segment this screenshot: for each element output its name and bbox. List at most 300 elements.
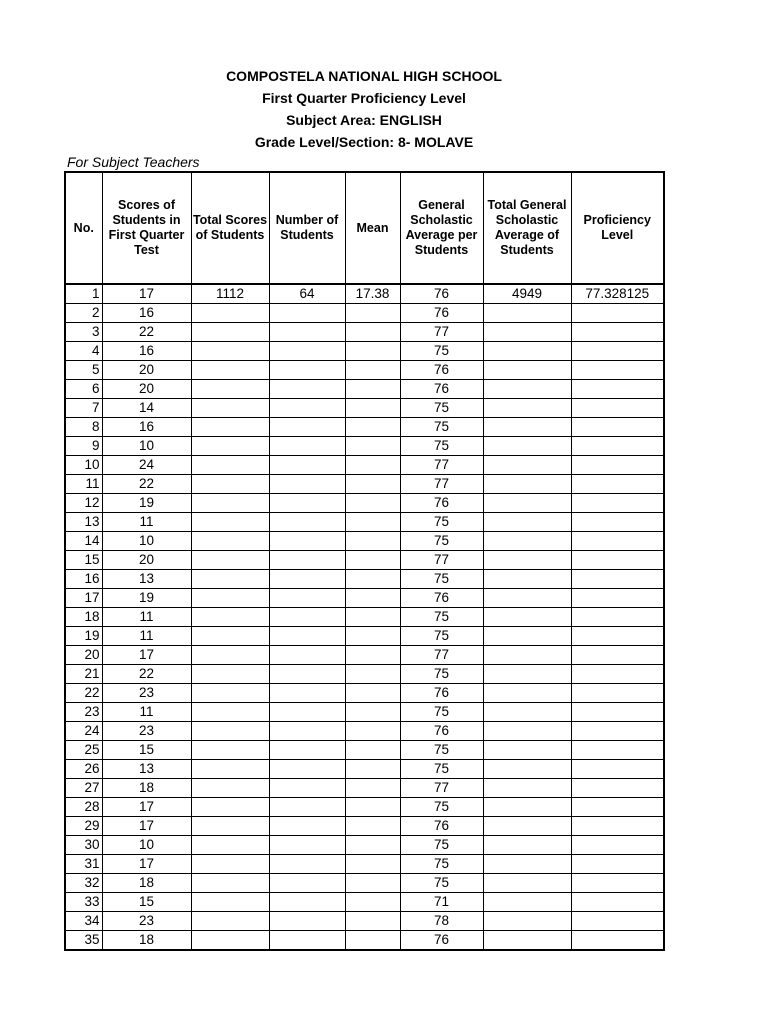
- cell-score: 22: [102, 323, 191, 342]
- cell-total-scores: [191, 532, 269, 551]
- cell-gsa: 75: [400, 608, 483, 627]
- cell-no: 9: [65, 437, 102, 456]
- cell-mean: [345, 494, 400, 513]
- cell-gsa: 75: [400, 627, 483, 646]
- cell-score: 13: [102, 570, 191, 589]
- cell-proficiency: [571, 475, 664, 494]
- cell-no: 16: [65, 570, 102, 589]
- grade-section: Grade Level/Section: 8- MOLAVE: [254, 134, 474, 150]
- cell-gsa: 76: [400, 589, 483, 608]
- cell-total-scores: [191, 608, 269, 627]
- cell-score: 22: [102, 665, 191, 684]
- cell-number-of-students: [269, 475, 345, 494]
- cell-gsa: 75: [400, 874, 483, 893]
- cell-total-scores: [191, 893, 269, 912]
- cell-total-gsa: [483, 893, 571, 912]
- table-row: [65, 817, 664, 836]
- table-row: [65, 399, 664, 418]
- cell-total-gsa: [483, 570, 571, 589]
- cell-no: 6: [65, 380, 102, 399]
- cell-score: 20: [102, 361, 191, 380]
- cell-total-gsa: 4949: [483, 284, 571, 304]
- cell-total-scores: [191, 494, 269, 513]
- cell-proficiency: [571, 494, 664, 513]
- cell-number-of-students: [269, 741, 345, 760]
- cell-mean: [345, 342, 400, 361]
- cell-number-of-students: [269, 380, 345, 399]
- cell-number-of-students: [269, 608, 345, 627]
- cell-number-of-students: [269, 855, 345, 874]
- cell-total-scores: [191, 836, 269, 855]
- cell-mean: [345, 779, 400, 798]
- school-name: COMPOSTELA NATIONAL HIGH SCHOOL: [226, 68, 502, 84]
- cell-mean: [345, 589, 400, 608]
- cell-gsa: 77: [400, 646, 483, 665]
- cell-total-scores: [191, 361, 269, 380]
- cell-number-of-students: [269, 589, 345, 608]
- cell-proficiency: [571, 342, 664, 361]
- cell-score: 17: [102, 817, 191, 836]
- cell-score: 10: [102, 437, 191, 456]
- cell-score: 11: [102, 608, 191, 627]
- cell-mean: [345, 304, 400, 323]
- cell-mean: [345, 399, 400, 418]
- cell-mean: [345, 893, 400, 912]
- table-row: [65, 532, 664, 551]
- cell-total-scores: [191, 513, 269, 532]
- cell-gsa: 75: [400, 570, 483, 589]
- cell-proficiency: [571, 570, 664, 589]
- cell-mean: [345, 855, 400, 874]
- cell-total-scores: [191, 570, 269, 589]
- cell-total-gsa: [483, 931, 571, 951]
- cell-score: 14: [102, 399, 191, 418]
- col-header-total-scores: Total Scores of Students: [191, 172, 269, 284]
- cell-score: 23: [102, 912, 191, 931]
- table-row: [65, 342, 664, 361]
- cell-proficiency: [571, 798, 664, 817]
- cell-mean: 17.38: [345, 284, 400, 304]
- cell-total-gsa: [483, 589, 571, 608]
- cell-number-of-students: [269, 361, 345, 380]
- cell-total-scores: [191, 741, 269, 760]
- cell-number-of-students: [269, 323, 345, 342]
- cell-gsa: 76: [400, 361, 483, 380]
- cell-score: 17: [102, 646, 191, 665]
- cell-total-scores: [191, 798, 269, 817]
- cell-number-of-students: [269, 874, 345, 893]
- cell-mean: [345, 380, 400, 399]
- cell-total-gsa: [483, 836, 571, 855]
- cell-gsa: 75: [400, 836, 483, 855]
- cell-no: 10: [65, 456, 102, 475]
- cell-no: 22: [65, 684, 102, 703]
- cell-proficiency: [571, 760, 664, 779]
- cell-proficiency: [571, 323, 664, 342]
- cell-proficiency: [571, 589, 664, 608]
- cell-score: 23: [102, 722, 191, 741]
- cell-total-scores: [191, 874, 269, 893]
- cell-score: 17: [102, 855, 191, 874]
- cell-proficiency: [571, 627, 664, 646]
- cell-total-scores: [191, 399, 269, 418]
- cell-number-of-students: [269, 513, 345, 532]
- table-row: [65, 855, 664, 874]
- cell-number-of-students: [269, 418, 345, 437]
- cell-no: 28: [65, 798, 102, 817]
- cell-mean: [345, 684, 400, 703]
- table-row: [65, 646, 664, 665]
- cell-number-of-students: [269, 722, 345, 741]
- cell-mean: [345, 608, 400, 627]
- table-row: [65, 475, 664, 494]
- cell-no: 32: [65, 874, 102, 893]
- audience-note: For Subject Teachers: [67, 154, 200, 170]
- cell-number-of-students: [269, 703, 345, 722]
- cell-mean: [345, 418, 400, 437]
- cell-gsa: 76: [400, 284, 483, 304]
- cell-gsa: 75: [400, 703, 483, 722]
- table-row: [65, 627, 664, 646]
- table-row: [65, 284, 664, 304]
- report-title: First Quarter Proficiency Level: [262, 90, 466, 106]
- cell-total-gsa: [483, 532, 571, 551]
- cell-total-scores: [191, 684, 269, 703]
- cell-no: 24: [65, 722, 102, 741]
- cell-score: 24: [102, 456, 191, 475]
- cell-total-gsa: [483, 684, 571, 703]
- cell-total-gsa: [483, 779, 571, 798]
- cell-gsa: 76: [400, 722, 483, 741]
- cell-mean: [345, 836, 400, 855]
- cell-no: 29: [65, 817, 102, 836]
- cell-total-gsa: [483, 912, 571, 931]
- cell-gsa: 75: [400, 855, 483, 874]
- cell-mean: [345, 361, 400, 380]
- cell-total-scores: [191, 817, 269, 836]
- cell-number-of-students: [269, 551, 345, 570]
- header-row: [65, 172, 664, 284]
- cell-mean: [345, 798, 400, 817]
- cell-proficiency: [571, 380, 664, 399]
- table-row: [65, 874, 664, 893]
- table-row: [65, 494, 664, 513]
- cell-total-gsa: [483, 437, 571, 456]
- cell-gsa: 76: [400, 684, 483, 703]
- cell-total-gsa: [483, 665, 571, 684]
- cell-no: 18: [65, 608, 102, 627]
- cell-no: 3: [65, 323, 102, 342]
- cell-number-of-students: [269, 817, 345, 836]
- cell-gsa: 75: [400, 342, 483, 361]
- cell-proficiency: [571, 304, 664, 323]
- cell-number-of-students: [269, 437, 345, 456]
- cell-proficiency: [571, 437, 664, 456]
- col-header-gsa: General Scholastic Average per Students: [400, 172, 483, 284]
- cell-proficiency: [571, 817, 664, 836]
- cell-total-gsa: [483, 513, 571, 532]
- proficiency-table: [64, 171, 665, 951]
- cell-gsa: 75: [400, 399, 483, 418]
- cell-proficiency: [571, 513, 664, 532]
- cell-score: 18: [102, 931, 191, 951]
- table-row: [65, 323, 664, 342]
- cell-proficiency: [571, 722, 664, 741]
- cell-number-of-students: [269, 798, 345, 817]
- cell-score: 17: [102, 798, 191, 817]
- table-row: [65, 779, 664, 798]
- cell-proficiency: [571, 646, 664, 665]
- cell-gsa: 77: [400, 475, 483, 494]
- cell-score: 15: [102, 893, 191, 912]
- cell-no: 2: [65, 304, 102, 323]
- cell-number-of-students: [269, 665, 345, 684]
- cell-number-of-students: [269, 760, 345, 779]
- table-row: [65, 361, 664, 380]
- cell-total-gsa: [483, 418, 571, 437]
- cell-total-scores: [191, 323, 269, 342]
- cell-proficiency: [571, 912, 664, 931]
- cell-total-scores: [191, 760, 269, 779]
- cell-total-scores: [191, 475, 269, 494]
- cell-total-scores: [191, 912, 269, 931]
- cell-mean: [345, 703, 400, 722]
- cell-total-gsa: [483, 475, 571, 494]
- document-header: [0, 65, 728, 153]
- cell-proficiency: [571, 418, 664, 437]
- cell-number-of-students: [269, 304, 345, 323]
- cell-gsa: 77: [400, 779, 483, 798]
- cell-total-gsa: [483, 323, 571, 342]
- cell-total-scores: [191, 342, 269, 361]
- cell-mean: [345, 665, 400, 684]
- cell-no: 27: [65, 779, 102, 798]
- cell-mean: [345, 532, 400, 551]
- cell-no: 8: [65, 418, 102, 437]
- col-header-no: No.: [65, 172, 102, 284]
- cell-gsa: 76: [400, 817, 483, 836]
- cell-score: 10: [102, 532, 191, 551]
- cell-no: 23: [65, 703, 102, 722]
- cell-no: 11: [65, 475, 102, 494]
- cell-number-of-students: [269, 779, 345, 798]
- cell-score: 11: [102, 627, 191, 646]
- cell-mean: [345, 475, 400, 494]
- col-header-mean: Mean: [345, 172, 400, 284]
- cell-total-gsa: [483, 722, 571, 741]
- cell-number-of-students: 64: [269, 284, 345, 304]
- subject-area: Subject Area: ENGLISH: [286, 112, 442, 128]
- cell-gsa: 75: [400, 665, 483, 684]
- cell-gsa: 76: [400, 494, 483, 513]
- table-row: [65, 912, 664, 931]
- cell-number-of-students: [269, 627, 345, 646]
- cell-no: 34: [65, 912, 102, 931]
- cell-number-of-students: [269, 399, 345, 418]
- cell-no: 30: [65, 836, 102, 855]
- cell-total-scores: [191, 589, 269, 608]
- cell-total-gsa: [483, 798, 571, 817]
- table-row: [65, 893, 664, 912]
- table-row: [65, 456, 664, 475]
- cell-gsa: 75: [400, 741, 483, 760]
- cell-no: 26: [65, 760, 102, 779]
- col-header-number-of-students: Number of Students: [269, 172, 345, 284]
- cell-score: 20: [102, 380, 191, 399]
- cell-score: 20: [102, 551, 191, 570]
- cell-number-of-students: [269, 893, 345, 912]
- table-row: [65, 570, 664, 589]
- cell-total-scores: [191, 646, 269, 665]
- table-row: [65, 665, 664, 684]
- table-row: [65, 798, 664, 817]
- cell-mean: [345, 912, 400, 931]
- cell-gsa: 75: [400, 760, 483, 779]
- cell-proficiency: [571, 931, 664, 951]
- table-row: [65, 513, 664, 532]
- col-header-total-gsa: Total General Scholastic Average of Students: [483, 172, 571, 284]
- cell-mean: [345, 741, 400, 760]
- cell-proficiency: [571, 874, 664, 893]
- cell-score: 17: [102, 284, 191, 304]
- cell-mean: [345, 513, 400, 532]
- cell-total-gsa: [483, 627, 571, 646]
- cell-no: 21: [65, 665, 102, 684]
- cell-total-gsa: [483, 399, 571, 418]
- table-body: [65, 284, 664, 950]
- cell-number-of-students: [269, 456, 345, 475]
- cell-total-scores: [191, 931, 269, 951]
- cell-mean: [345, 722, 400, 741]
- cell-total-gsa: [483, 456, 571, 475]
- cell-number-of-students: [269, 570, 345, 589]
- table-row: [65, 684, 664, 703]
- cell-mean: [345, 456, 400, 475]
- cell-total-gsa: [483, 817, 571, 836]
- cell-number-of-students: [269, 684, 345, 703]
- cell-score: 10: [102, 836, 191, 855]
- cell-no: 15: [65, 551, 102, 570]
- cell-gsa: 75: [400, 437, 483, 456]
- cell-total-scores: [191, 855, 269, 874]
- cell-no: 1: [65, 284, 102, 304]
- cell-no: 12: [65, 494, 102, 513]
- cell-total-scores: [191, 703, 269, 722]
- cell-total-gsa: [483, 608, 571, 627]
- cell-mean: [345, 627, 400, 646]
- table-row: [65, 551, 664, 570]
- cell-total-gsa: [483, 760, 571, 779]
- cell-total-scores: [191, 722, 269, 741]
- cell-total-gsa: [483, 342, 571, 361]
- cell-mean: [345, 931, 400, 951]
- cell-total-gsa: [483, 646, 571, 665]
- cell-score: 23: [102, 684, 191, 703]
- cell-mean: [345, 760, 400, 779]
- cell-proficiency: [571, 551, 664, 570]
- cell-gsa: 77: [400, 456, 483, 475]
- cell-number-of-students: [269, 931, 345, 951]
- cell-score: 19: [102, 494, 191, 513]
- cell-proficiency: [571, 361, 664, 380]
- cell-total-gsa: [483, 703, 571, 722]
- cell-no: 20: [65, 646, 102, 665]
- table-row: [65, 760, 664, 779]
- table-row: [65, 418, 664, 437]
- cell-proficiency: [571, 836, 664, 855]
- cell-gsa: 75: [400, 513, 483, 532]
- cell-total-gsa: [483, 551, 571, 570]
- cell-no: 7: [65, 399, 102, 418]
- cell-number-of-students: [269, 532, 345, 551]
- cell-gsa: 76: [400, 304, 483, 323]
- cell-score: 22: [102, 475, 191, 494]
- col-header-proficiency: Proficiency Level: [571, 172, 664, 284]
- cell-no: 5: [65, 361, 102, 380]
- cell-number-of-students: [269, 342, 345, 361]
- cell-proficiency: [571, 608, 664, 627]
- cell-total-gsa: [483, 361, 571, 380]
- cell-proficiency: [571, 893, 664, 912]
- cell-no: 4: [65, 342, 102, 361]
- cell-no: 33: [65, 893, 102, 912]
- cell-score: 18: [102, 779, 191, 798]
- cell-score: 18: [102, 874, 191, 893]
- cell-score: 16: [102, 342, 191, 361]
- cell-no: 13: [65, 513, 102, 532]
- cell-proficiency: [571, 665, 664, 684]
- cell-gsa: 75: [400, 798, 483, 817]
- cell-score: 13: [102, 760, 191, 779]
- cell-total-scores: 1112: [191, 284, 269, 304]
- cell-number-of-students: [269, 912, 345, 931]
- col-header-scores: Scores of Students in First Quarter Test: [102, 172, 191, 284]
- cell-no: 31: [65, 855, 102, 874]
- cell-proficiency: [571, 741, 664, 760]
- cell-mean: [345, 323, 400, 342]
- cell-score: 16: [102, 418, 191, 437]
- table-row: [65, 703, 664, 722]
- cell-score: 11: [102, 513, 191, 532]
- cell-gsa: 77: [400, 551, 483, 570]
- cell-total-scores: [191, 627, 269, 646]
- cell-proficiency: [571, 703, 664, 722]
- cell-proficiency: [571, 456, 664, 475]
- cell-gsa: 77: [400, 323, 483, 342]
- cell-total-scores: [191, 380, 269, 399]
- cell-total-scores: [191, 418, 269, 437]
- cell-proficiency: [571, 779, 664, 798]
- cell-number-of-students: [269, 836, 345, 855]
- cell-mean: [345, 437, 400, 456]
- cell-total-scores: [191, 665, 269, 684]
- cell-score: 16: [102, 304, 191, 323]
- table-row: [65, 741, 664, 760]
- table-row: [65, 304, 664, 323]
- cell-proficiency: [571, 684, 664, 703]
- cell-gsa: 78: [400, 912, 483, 931]
- cell-gsa: 75: [400, 532, 483, 551]
- table-row: [65, 608, 664, 627]
- cell-total-gsa: [483, 494, 571, 513]
- cell-no: 14: [65, 532, 102, 551]
- cell-proficiency: [571, 532, 664, 551]
- cell-total-gsa: [483, 380, 571, 399]
- cell-total-gsa: [483, 855, 571, 874]
- cell-mean: [345, 570, 400, 589]
- cell-number-of-students: [269, 646, 345, 665]
- cell-total-gsa: [483, 874, 571, 893]
